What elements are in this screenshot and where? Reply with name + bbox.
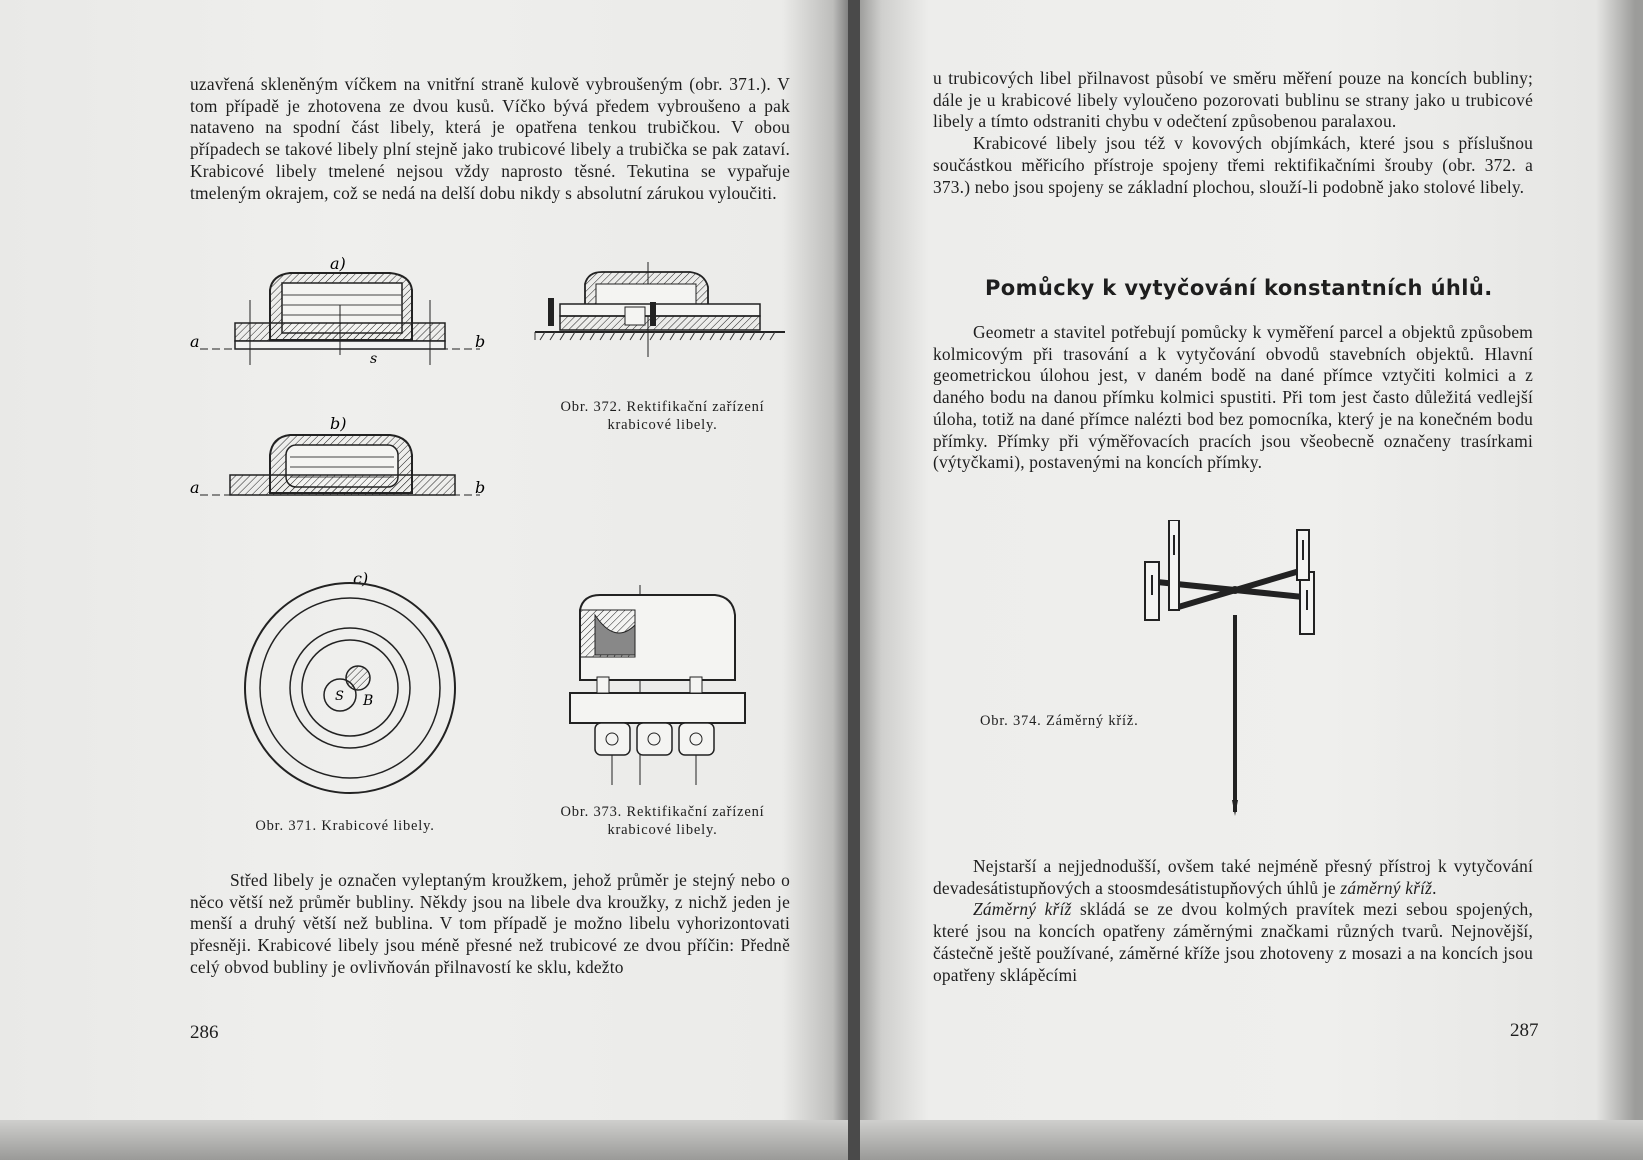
left-top-text: uzavřená skleněným víčkem na vnitřní straně kulově vybroušeným (obr. 371.). V tom případě je zhotovena ze dvou kusů. Víčko bývá předem vybroušeno a pak nataveno na spodní část libely, která je opatřena tenkou trubičkou. V obou případech se takové libely plní stejně jako trubicové libely a trubička se pak zataví. Krabicové libely tmelené nejsou vždy naprosto těsné. Tekutina se vypařuje tmeleným okrajem, což se nedá na delší dobu nikdy s absolutní zárukou vyloučiti. xyxy=(190,74,790,203)
fig371c-label: c) xyxy=(353,570,369,588)
page-number-left: 286 xyxy=(190,1022,219,1043)
book-gutter xyxy=(848,0,860,1160)
figure-373 xyxy=(565,585,750,795)
right-bottom-text-1b: . xyxy=(1432,877,1437,898)
caption-374-text: Obr. 374. Záměrný kříž. xyxy=(980,713,1139,729)
fig371b-label: b) xyxy=(330,415,347,433)
left-top-paragraph xyxy=(190,74,790,204)
right-bottom-text-1a: Nejstarší a nejjednodušší, ovšem také nejméně přesný přístroj k vytyčování devadesátistupňových a stoosmdesátistupňových úhlů je xyxy=(933,856,1533,898)
figure-374 xyxy=(1135,520,1355,820)
caption-373-line2: krabicové libely. xyxy=(607,822,718,838)
figure-371b xyxy=(190,415,520,525)
page-number-right: 287 xyxy=(1510,1020,1539,1041)
right-bottom-text-2: skládá se ze dvou kolmých pravítek mezi sebou spojených, které jsou na koncích opatřeny záměrnými značkami různých tvarů. Nejnovější, částečně ještě používané, záměrné kříže jsou zhotoveny z mosazi a na koncích jsou opatřeny sklápěcími xyxy=(933,899,1533,985)
caption-371-text: Obr. 371. Krabicové libely. xyxy=(255,818,435,834)
right-bottom-paragraphs xyxy=(933,856,1533,986)
left-page-edge xyxy=(0,1120,848,1160)
right-top-paragraphs xyxy=(933,68,1533,198)
left-bottom-paragraph xyxy=(190,870,790,979)
caption-371 xyxy=(225,817,465,835)
caption-373-line1: Obr. 373. Rektifikační zařízení xyxy=(560,804,765,820)
fig371b-line-a: a xyxy=(190,478,200,497)
figure-371a xyxy=(190,255,520,385)
right-bottom-paragraph-2 xyxy=(933,899,1533,986)
caption-374 xyxy=(980,712,1180,730)
fig371c-mark-B: B xyxy=(363,693,374,709)
section-heading: Pomůcky k vytyčování konstantních úhlů. xyxy=(985,276,1493,300)
right-middle-text: Geometr a stavitel potřebují pomůcky k vyměření parcel a objektů způsobem kolmicovým při trasování a k vytyčování obvodů stavebních objektů. Hlavní geometrickou úlohou jest, v daném bodě na dané přímce vztyčiti kolmici a z daného bodu na danou přímku kolmici spustiti. Při tom jest často důležitá vedlejší úloha, totiž na dané přímce nalézti bod bez pomocníka, který je na konečném bodu přímky. Přímky při výměřovacích pracích jsou všeobecně označeny trasírkami (výtyčkami), postavenými na koncích přímky. xyxy=(933,322,1533,473)
right-bottom-paragraph-1 xyxy=(933,856,1533,899)
right-page-edge xyxy=(860,1120,1643,1160)
right-top-text-2: Krabicové libely jsou též v kovových objímkách, které jsou s příslušnou součástkou měřicího přístroje spojeny třemi rektifikačními šrouby (obr. 372. a 373.) nebo jsou spojeny se základní plochou, slouží-li podobně jako stolové libely. xyxy=(933,133,1533,197)
fig371b-line-b: b xyxy=(475,478,486,497)
caption-372 xyxy=(520,398,805,434)
figure-372 xyxy=(530,262,790,362)
fig371a-line-a: a xyxy=(190,332,200,351)
term-zamerny-kriz: záměrný kříž xyxy=(1340,877,1433,898)
caption-373 xyxy=(520,803,805,839)
fig371c-mark-S: S xyxy=(335,689,344,704)
figure-371c xyxy=(235,570,465,795)
caption-372-line2: krabicové libely. xyxy=(607,417,718,433)
right-top-text-1: u trubicových libel přilnavost působí ve směru měření pouze na koncích bubliny; dále je u krabicové libely vyloučeno pozorovati bublinu se strany jako u trubicové libely a tímto odstraniti chybu v odečtení způsobenou paralaxou. xyxy=(933,68,1533,132)
fig371a-mark-s: s xyxy=(370,351,378,367)
caption-372-line1: Obr. 372. Rektifikační zařízení xyxy=(560,399,765,415)
fig371a-line-b: b xyxy=(475,332,486,351)
fig371a-label: a) xyxy=(330,255,346,273)
right-middle-paragraph xyxy=(933,322,1533,474)
term-zamerny-kriz-2: Záměrný kříž xyxy=(973,899,1072,920)
left-bottom-text: Střed libely je označen vyleptaným kroužkem, jehož průměr je stejný nebo o něco větší než průměr bubliny. Někdy jsou na libele dva kroužky, z nichž jeden je menší a druhý větší než bublina. V tom případě je možno libelu vyhorizontovati přesněji. Krabicové libely jsou méně přesné než trubicové ze dvou příčin: Předně celý obvod bubliny je ovlivňován přilnavostí ke sklu, kdežto xyxy=(190,870,790,977)
